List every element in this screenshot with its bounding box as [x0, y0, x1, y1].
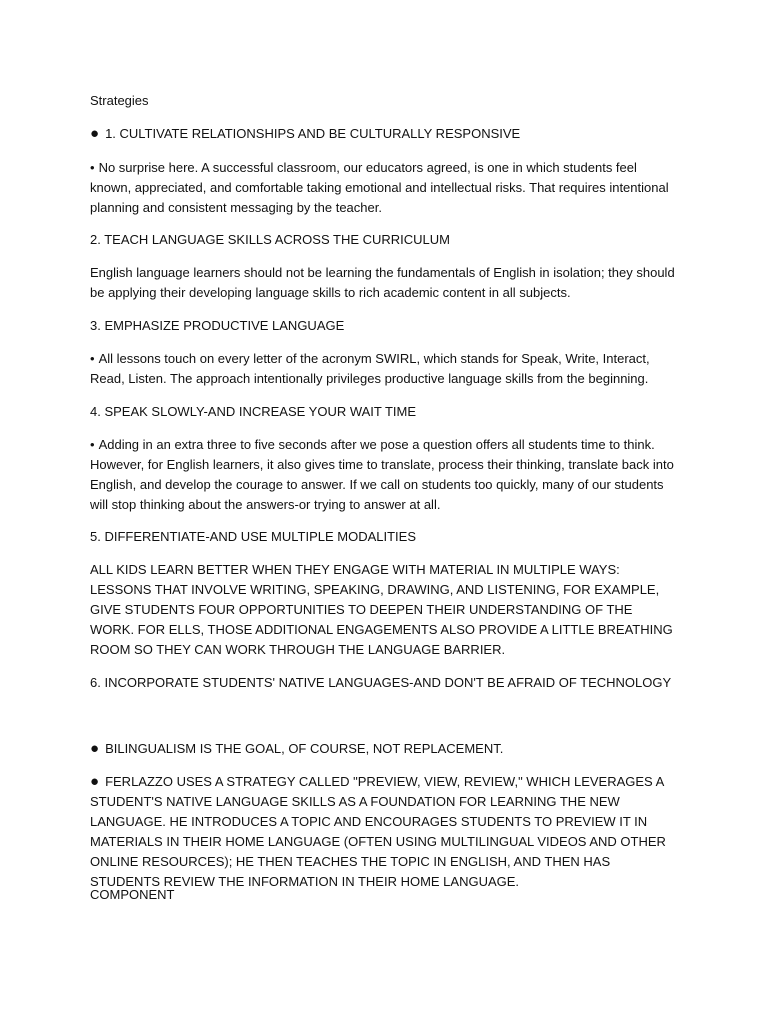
strategy-5-body-text: ALL KIDS LEARN BETTER WHEN THEY ENGAGE WITH MATERIAL IN MULTIPLE WAYS: LESSONS THAT INVOLVE WRITING, SPEAKING, DRAWING, AND LISTENING, FOR EXAMPLE, GIVE STUDENTS FOUR OPPORTUNITIES TO DEEPEN THEIR UNDERSTANDING OF THE WORK. FOR ELLS, THOSE ADDITIONAL ENGAGEMENTS ALSO PROVIDE A LITTLE BREATHING ROOM SO THEY CAN WORK THROUGH THE LANGUAGE BARRIER.: [90, 562, 673, 657]
strategy-6-bullet-2: [90, 772, 680, 892]
strategy-6-bullet-1: [90, 739, 680, 759]
strategy-6-bullet-2-text: FERLAZZO USES A STRATEGY CALLED "PREVIEW, VIEW, REVIEW," WHICH LEVERAGES A STUDENT'S NATIVE LANGUAGE SKILLS AS A FOUNDATION FOR LEARNING THE NEW LANGUAGE. HE INTRODUCES A TOPIC AND ENCOURAGES STUDENTS TO PREVIEW IT IN MATERIALS IN THEIR HOME LANGUAGE (OFTEN USING MULTILINGUAL VIDEOS AND OTHER ONLINE RESOURCES); HE THEN TEACHES THE TOPIC IN ENGLISH, AND THEN HAS STUDENTS REVIEW THE INFORMATION IN THEIR HOME LANGUAGE.: [90, 774, 666, 889]
strategy-1-title-text: 1. CULTIVATE RELATIONSHIPS AND BE CULTURALLY RESPONSIVE: [105, 126, 521, 141]
bullet-icon: ●: [90, 773, 100, 790]
strategy-2-title: [90, 230, 450, 250]
strategy-3-title: [90, 316, 344, 336]
strategy-5-title: [90, 527, 416, 547]
strategy-2-body: [90, 263, 680, 303]
strategy-4-body-text: Adding in an extra three to five seconds after we pose a question offers all students time to think. However, for English learners, it also gives time to translate, process their thinking, translate back into English, and develop the courage to answer. If we call on students too quickly, many of our students will stop thinking about the answers-or trying to answer at all.: [90, 437, 674, 512]
strategy-1-body-text: No surprise here. A successful classroom, our educators agreed, is one in which students feel known, appreciated, and comfortable taking emotional and intellectual risks. That requires intentional planning and consistent messaging by the teacher.: [90, 160, 669, 215]
strategy-6-bullet-1-text: BILINGUALISM IS THE GOAL, OF COURSE, NOT REPLACEMENT.: [105, 741, 504, 756]
bullet-icon: •: [90, 160, 95, 175]
strategy-4-title: [90, 402, 416, 422]
strategy-6-title: [90, 673, 671, 693]
strategy-2-body-text: English language learners should not be learning the fundamentals of English in isolation; they should be applying their developing language skills to rich academic content in all subjects.: [90, 265, 675, 300]
component-heading-text: COMPONENT: [90, 887, 175, 902]
strategy-1-title: [90, 124, 520, 144]
bullet-icon: •: [90, 351, 95, 366]
bullet-icon: ●: [90, 125, 100, 142]
strategy-3-body-text: All lessons touch on every letter of the acronym SWIRL, which stands for Speak, Write, Interact, Read, Listen. The approach intentionally privileges productive language skills from the beginning.: [90, 351, 650, 386]
bullet-icon: •: [90, 437, 95, 452]
strategy-3-body: [90, 349, 680, 389]
strategy-1-body: [90, 158, 680, 218]
page-heading: [90, 91, 149, 111]
strategy-4-title-text: 4. SPEAK SLOWLY-AND INCREASE YOUR WAIT TIME: [90, 404, 417, 419]
heading-text: Strategies: [90, 93, 149, 108]
strategy-3-title-text: 3. EMPHASIZE PRODUCTIVE LANGUAGE: [90, 318, 345, 333]
strategy-5-body: [90, 560, 680, 660]
strategy-4-body: [90, 435, 680, 515]
strategy-2-title-text: 2. TEACH LANGUAGE SKILLS ACROSS THE CURRICULUM: [90, 232, 451, 247]
bullet-icon: ●: [90, 740, 100, 757]
component-heading: [90, 885, 175, 905]
strategy-5-title-text: 5. DIFFERENTIATE-AND USE MULTIPLE MODALITIES: [90, 529, 417, 544]
strategy-6-title-text: 6. INCORPORATE STUDENTS' NATIVE LANGUAGES-AND DON'T BE AFRAID OF TECHNOLOGY: [90, 675, 672, 690]
